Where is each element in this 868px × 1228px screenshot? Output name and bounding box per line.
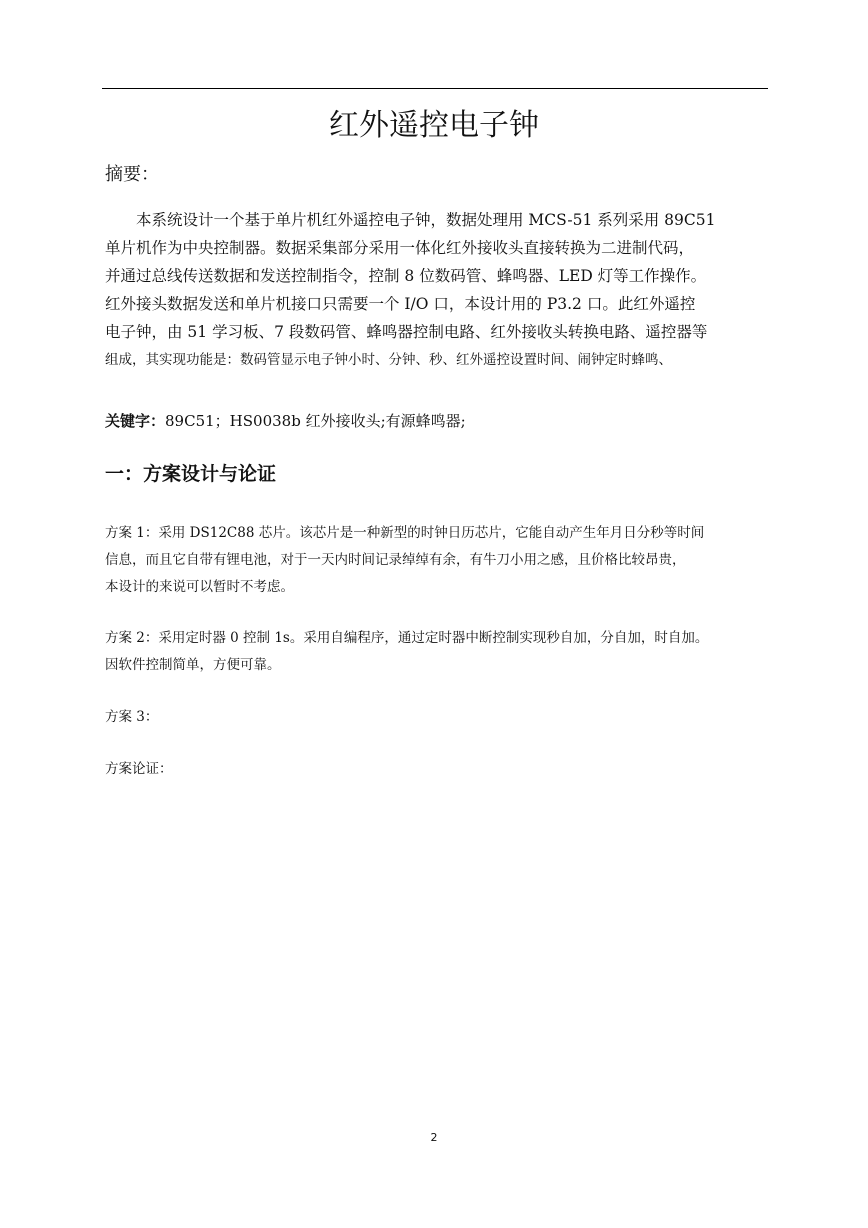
keywords-label: 关键字： (105, 412, 166, 430)
keywords-line (105, 410, 466, 432)
section-heading: 一：方案设计与论证 (105, 463, 277, 485)
scheme1-line: 方案 1：采用 DS12C88 芯片。该芯片是一种新型的时钟日历芯片，它能自动产生年月日分秒等时间 (105, 525, 705, 541)
abstract-line: 本系统设计一个基于单片机红外遥控电子钟，数据处理用 MCS-51 系列采用 89C51 (136, 211, 716, 229)
document-title: 红外遥控电子钟 (329, 108, 539, 143)
scheme2-line: 方案 2：采用定时器 0 控制 1s。采用自编程序，通过定时器中断控制实现秒自加，分自加，时自加。 (105, 630, 709, 646)
page-number: 2 (430, 1131, 438, 1144)
abstract-line: 电子钟，由 51 学习板、7 段数码管、蜂鸣器控制电路、红外接收头转换电路、遥控器等 (105, 323, 708, 341)
header-rule (102, 88, 768, 89)
scheme3-label: 方案 3： (105, 709, 159, 725)
scheme1-paragraph (105, 520, 767, 601)
scheme-argument-label: 方案论证： (105, 761, 173, 777)
scheme2-paragraph (105, 625, 767, 679)
scheme1-line: 本设计的来说可以暂时不考虑。 (105, 579, 294, 595)
abstract-line: 组成，其实现功能是：数码管显示电子钟小时、分钟、秒、红外遥控设置时间、闹钟定时蜂鸣、 (105, 352, 672, 368)
abstract-line: 红外接头数据发送和单片机接口只需要一个 I/O 口，本设计用的 P3.2 口。此红外遥控 (105, 295, 696, 313)
keywords-text: 89C51；HS0038b 红外接收头;有源蜂鸣器; (165, 412, 466, 430)
abstract-line: 单片机作为中央控制器。数据采集部分采用一体化红外接收头直接转换为二进制代码， (105, 239, 695, 257)
abstract-paragraph (105, 206, 767, 374)
abstract-line: 并通过总线传送数据和发送控制指令，控制 8 位数码管、蜂鸣器、LED 灯等工作操作。 (105, 267, 707, 285)
scheme2-line: 因软件控制简单，方便可靠。 (105, 657, 281, 673)
abstract-label: 摘要： (105, 164, 159, 185)
scheme1-line: 信息，而且它自带有锂电池，对于一天内时间记录绰绰有余，有牛刀小用之感，且价格比较昂贵， (105, 552, 686, 568)
